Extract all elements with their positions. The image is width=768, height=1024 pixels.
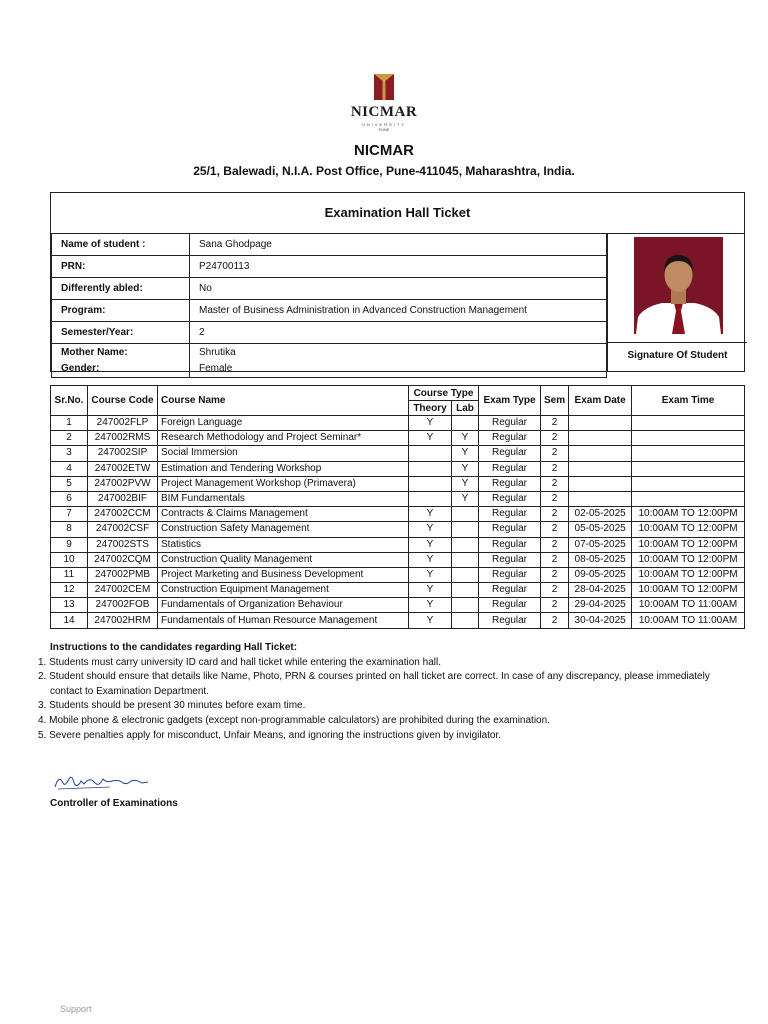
table-row [51,507,745,522]
course-theory-cell: Y [409,552,452,567]
course-sr-cell: 1 [51,416,88,431]
info-label: Semester/Year: [52,322,190,344]
course-name-cell: Social Immersion [158,446,409,461]
course-sr-cell: 7 [51,507,88,522]
course-name-cell: Project Marketing and Business Development [158,567,409,582]
course-time-cell: 10:00AM TO 12:00PM [632,507,745,522]
university-logo [0,72,768,132]
instructions-title: Instructions to the candidates regarding Hall Ticket: [50,642,298,653]
course-code-cell: 247002PVW [88,476,158,491]
controller-label: Controller of Examinations [50,798,178,809]
info-value: Shrutika [190,344,607,361]
course-date-cell [569,491,632,506]
course-name-cell: Statistics [158,537,409,552]
course-sem-cell: 2 [541,567,569,582]
course-theory-cell [409,446,452,461]
course-date-cell [569,416,632,431]
table-row [51,416,745,431]
course-sr-cell: 14 [51,613,88,628]
course-code-cell: 247002FOB [88,598,158,613]
course-sem-cell: 2 [541,491,569,506]
hall-ticket-box [50,192,745,372]
info-value: P24700113 [190,256,607,278]
info-row [52,278,607,300]
course-date-cell: 05-05-2025 [569,522,632,537]
info-label: Program: [52,300,190,322]
course-exam-type-cell: Regular [479,461,541,476]
course-date-cell: 29-04-2025 [569,598,632,613]
course-time-cell: 10:00AM TO 12:00PM [632,567,745,582]
course-code-cell: 247002CSF [88,522,158,537]
signature-divider [608,342,747,343]
course-code-cell: 247002STS [88,537,158,552]
course-lab-cell: Y [452,431,479,446]
course-exam-type-cell: Regular [479,552,541,567]
course-code-cell: 247002BIF [88,491,158,506]
course-lab-cell [452,522,479,537]
course-exam-type-cell: Regular [479,446,541,461]
course-sr-cell: 10 [51,552,88,567]
course-name-cell: BIM Fundamentals [158,491,409,506]
course-theory-cell: Y [409,431,452,446]
header-course-type: Course Type [409,386,479,401]
logo-wordmark: NICMAR [350,104,418,120]
info-label: Gender: [52,360,190,378]
info-row [52,344,607,361]
course-sr-cell: 9 [51,537,88,552]
org-address: 25/1, Balewadi, N.I.A. Post Office, Pune-411045, Maharashtra, India. [193,164,575,178]
table-row [51,476,745,491]
course-theory-cell [409,491,452,506]
course-exam-type-cell: Regular [479,567,541,582]
course-sr-cell: 13 [51,598,88,613]
course-code-cell: 247002RMS [88,431,158,446]
course-time-cell [632,446,745,461]
course-time-cell [632,476,745,491]
course-sem-cell: 2 [541,598,569,613]
info-label: PRN: [52,256,190,278]
course-code-cell: 247002CEM [88,583,158,598]
course-sem-cell: 2 [541,446,569,461]
course-sr-cell: 12 [51,583,88,598]
course-theory-cell [409,461,452,476]
course-exam-type-cell: Regular [479,537,541,552]
course-date-cell [569,461,632,476]
course-theory-cell: Y [409,416,452,431]
course-sr-cell: 2 [51,431,88,446]
course-lab-cell [452,613,479,628]
course-sr-cell: 4 [51,461,88,476]
header-lab: Lab [452,401,479,416]
course-date-cell [569,431,632,446]
info-row [52,322,607,344]
course-time-cell: 10:00AM TO 12:00PM [632,583,745,598]
course-lab-cell [452,567,479,582]
course-theory-cell: Y [409,537,452,552]
course-name-cell: Fundamentals of Organization Behaviour [158,598,409,613]
header-exam-date: Exam Date [569,386,632,416]
course-exam-type-cell: Regular [479,507,541,522]
course-exam-type-cell: Regular [479,416,541,431]
course-name-cell: Project Management Workshop (Primavera) [158,476,409,491]
header-exam-time: Exam Time [632,386,745,416]
course-table [50,385,745,629]
photo-signature-column [607,233,747,371]
course-sem-cell: 2 [541,583,569,598]
course-name-cell: Foreign Language [158,416,409,431]
course-sr-cell: 5 [51,476,88,491]
course-date-cell: 09-05-2025 [569,567,632,582]
info-label: Differently abled: [52,278,190,300]
ticket-title: Examination Hall Ticket [51,193,744,234]
table-row [51,461,745,476]
header-course-code: Course Code [88,386,158,416]
course-lab-cell: Y [452,476,479,491]
info-value: Female [190,360,607,378]
course-lab-cell: Y [452,446,479,461]
instruction-item: 4. Mobile phone & electronic gadgets (except non-programmable calculators) are prohibited during the examination. [38,714,550,726]
course-lab-cell [452,583,479,598]
header-theory: Theory [409,401,452,416]
course-time-cell [632,461,745,476]
course-code-cell: 247002ETW [88,461,158,476]
course-name-cell: Research Methodology and Project Seminar* [158,431,409,446]
instruction-item: 2. Student should ensure that details like Name, Photo, PRN & courses printed on hall ticket are correct. In case of any discrepancy, please immediately contact to Examination Department. [38,671,710,697]
info-label: Mother Name: [52,344,190,361]
course-exam-type-cell: Regular [479,613,541,628]
table-row [51,446,745,461]
course-theory-cell: Y [409,598,452,613]
student-info-table [51,233,607,378]
support-link[interactable]: Support [60,1004,92,1014]
course-date-cell: 02-05-2025 [569,507,632,522]
course-exam-type-cell: Regular [479,583,541,598]
course-sr-cell: 8 [51,522,88,537]
course-code-cell: 247002FLP [88,416,158,431]
course-lab-cell: Y [452,491,479,506]
logo-subtext-city: PUNE [378,127,390,132]
course-date-cell [569,446,632,461]
course-exam-type-cell: Regular [479,491,541,506]
instructions [38,641,738,743]
course-name-cell: Estimation and Tendering Workshop [158,461,409,476]
course-sr-cell: 6 [51,491,88,506]
table-row [51,583,745,598]
info-value: Sana Ghodpage [190,234,607,256]
info-row [52,360,607,378]
course-time-cell: 10:00AM TO 12:00PM [632,537,745,552]
course-sr-cell: 11 [51,567,88,582]
course-lab-cell: Y [452,461,479,476]
course-sr-cell: 3 [51,446,88,461]
table-row [51,522,745,537]
course-name-cell: Construction Quality Management [158,552,409,567]
course-name-cell: Construction Safety Management [158,522,409,537]
org-name: NICMAR [354,142,414,159]
info-value: 2 [190,322,607,344]
course-sem-cell: 2 [541,476,569,491]
table-row [51,598,745,613]
course-code-cell: 247002HRM [88,613,158,628]
course-name-cell: Contracts & Claims Management [158,507,409,522]
student-photo [634,237,723,334]
course-theory-cell: Y [409,583,452,598]
course-lab-cell [452,416,479,431]
course-date-cell: 08-05-2025 [569,552,632,567]
course-sem-cell: 2 [541,416,569,431]
course-lab-cell [452,552,479,567]
table-row [51,567,745,582]
course-time-cell [632,416,745,431]
course-sem-cell: 2 [541,522,569,537]
course-sem-cell: 2 [541,507,569,522]
course-lab-cell [452,537,479,552]
course-sem-cell: 2 [541,537,569,552]
logo-subtext: UNIVERSITY [361,122,406,127]
course-exam-type-cell: Regular [479,476,541,491]
instruction-item: 1. Students must carry university ID card and hall ticket while entering the examination hall. [38,656,441,668]
course-header-row [51,386,745,401]
course-code-cell: 247002SIP [88,446,158,461]
course-exam-type-cell: Regular [479,598,541,613]
header-sr-no: Sr.No. [51,386,88,416]
course-name-cell: Fundamentals of Human Resource Management [158,613,409,628]
student-signature-label: Signature Of Student [627,350,728,361]
table-row [51,537,745,552]
course-time-cell: 10:00AM TO 12:00PM [632,552,745,567]
course-time-cell [632,491,745,506]
course-time-cell [632,431,745,446]
course-name-cell: Construction Equipment Management [158,583,409,598]
course-date-cell: 07-05-2025 [569,537,632,552]
course-date-cell [569,476,632,491]
course-code-cell: 247002PMB [88,567,158,582]
info-row [52,234,607,256]
course-theory-cell [409,476,452,491]
course-time-cell: 10:00AM TO 11:00AM [632,613,745,628]
course-code-cell: 247002CCM [88,507,158,522]
info-value: Master of Business Administration in Advanced Construction Management [190,300,607,322]
course-sem-cell: 2 [541,613,569,628]
controller-signature-icon [52,770,152,797]
header-course-name: Course Name [158,386,409,416]
table-row [51,491,745,506]
info-row [52,256,607,278]
instruction-item: 5. Severe penalties apply for misconduct, Unfair Means, and ignoring the instructions given by invigilator. [38,729,502,741]
info-row [52,300,607,322]
course-lab-cell [452,598,479,613]
course-theory-cell: Y [409,507,452,522]
info-label: Name of student : [52,234,190,256]
course-exam-type-cell: Regular [479,522,541,537]
course-sem-cell: 2 [541,552,569,567]
table-row [51,552,745,567]
nicmar-logo-icon [372,72,396,102]
course-sem-cell: 2 [541,431,569,446]
course-code-cell: 247002CQM [88,552,158,567]
course-sem-cell: 2 [541,461,569,476]
course-lab-cell [452,507,479,522]
course-theory-cell: Y [409,613,452,628]
header-exam-type: Exam Type [479,386,541,416]
header-sem: Sem [541,386,569,416]
course-time-cell: 10:00AM TO 11:00AM [632,598,745,613]
course-date-cell: 30-04-2025 [569,613,632,628]
table-row [51,431,745,446]
course-theory-cell: Y [409,522,452,537]
course-exam-type-cell: Regular [479,431,541,446]
table-row [51,613,745,628]
instruction-item: 3. Students should be present 30 minutes before exam time. [38,700,306,712]
course-date-cell: 28-04-2025 [569,583,632,598]
info-value: No [190,278,607,300]
course-theory-cell: Y [409,567,452,582]
course-time-cell: 10:00AM TO 12:00PM [632,522,745,537]
